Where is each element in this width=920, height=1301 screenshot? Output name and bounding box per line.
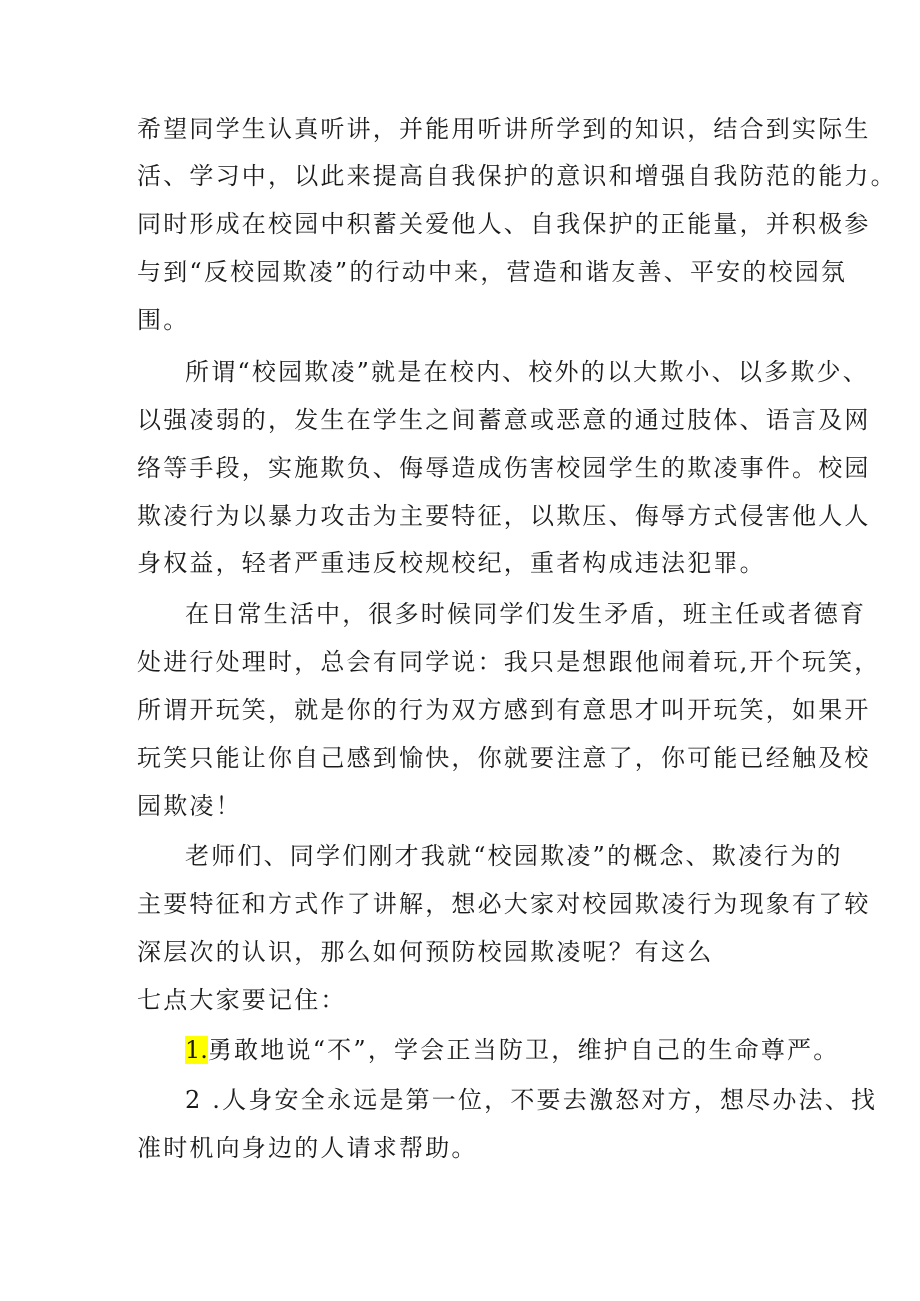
paragraph-line: 围。 [137,306,190,334]
list-item-number-highlighted: 1. [185,1036,208,1064]
paragraph-line: 与到“反校园欺凌”的行动中来，营造和谐友善、平安的校园氛 [137,258,848,286]
paragraph-line: 同时形成在校园中积蓄关爱他人、自我保护的正能量，并积极参 [137,210,871,238]
paragraph-line: 络等手段，实施欺负、侮辱造成伤害校园学生的欺凌事件。校园 [137,454,871,482]
paragraph-line: 以强凌弱的，发生在学生之间蓄意或恶意的通过肢体、语言及网 [137,406,871,434]
paragraph-line: 处进行处理时，总会有同学说：我只是想跟他闹着玩,开个玩笑， [137,648,881,676]
paragraph-line: 主要特征和方式作了讲解，想必大家对校园欺凌行为现象有了较 [137,890,871,918]
paragraph-line: 七点大家要记住： [137,986,347,1014]
list-item-continuation: 准时机向身边的人请求帮助。 [137,1134,478,1162]
paragraph-line: 在日常生活中，很多时候同学们发生矛盾，班主任或者德育 [185,600,867,628]
paragraph-line: 深层次的认识，那么如何预防校园欺凌呢？有这么 [137,938,714,966]
list-item [185,1082,877,1118]
paragraph-line: 老师们、同学们刚才我就“校园欺凌”的概念、欺凌行为的 [185,842,843,870]
list-item [185,1032,839,1068]
paragraph-line: 玩笑只能让你自己感到愉快，你就要注意了，你可能已经触及校 [137,744,871,772]
list-item-text: 人身安全永远是第一位，不要去激怒对方，想尽办法、找 [222,1086,878,1114]
paragraph-line: 园欺凌！ [137,792,242,820]
paragraph-line: 活、学习中，以此来提高自我保护的意识和增强自我防范的能力。 [137,162,897,190]
list-item-number: 2 . [185,1086,223,1114]
paragraph-line: 所谓开玩笑，就是你的行为双方感到有意思才叫开玩笑，如果开 [137,696,871,724]
list-item-text: 勇敢地说“不”，学会正当防卫，维护自己的生命尊严。 [207,1036,840,1064]
paragraph-line: 所谓“校园欺凌”就是在校内、校外的以大欺小、以多欺少、 [185,358,869,386]
paragraph-line: 欺凌行为以暴力攻击为主要特征，以欺压、侮辱方式侵害他人人 [137,502,871,530]
paragraph-line: 希望同学生认真听讲，并能用听讲所学到的知识，结合到实际生 [137,115,871,143]
paragraph-line: 身权益，轻者严重违反校规校纪，重者构成违法犯罪。 [137,549,766,577]
